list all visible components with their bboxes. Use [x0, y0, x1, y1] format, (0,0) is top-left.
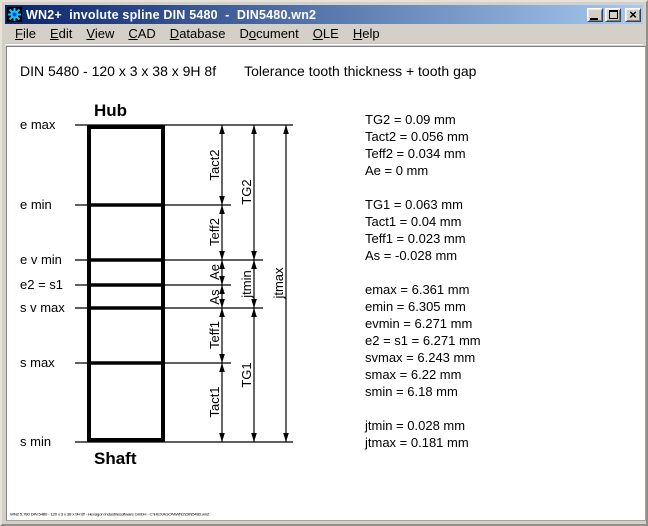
menu-item-document[interactable]: Document	[239, 26, 299, 41]
hub-label: Hub	[94, 101, 128, 120]
hub-tolerance-values	[365, 111, 481, 179]
value-line: Teff1 = 0.023 mm	[365, 231, 466, 246]
value-line: svmax = 6.243 mm	[365, 350, 476, 365]
close-icon: ×	[629, 7, 637, 22]
backlash-values	[365, 417, 481, 451]
menu-item-database[interactable]: Database	[169, 26, 226, 41]
size-values	[365, 281, 481, 400]
titlebar	[5, 5, 643, 24]
value-line: e2 = s1 = 6.271 mm	[365, 333, 481, 348]
value-line: Ae = 0 mm	[365, 163, 429, 178]
dim-label-tact2: Tact2	[207, 149, 222, 181]
maximize-button[interactable]	[605, 8, 621, 22]
dim-label-jtmin: jtmin	[239, 270, 254, 298]
dim-label-ae: Ae	[207, 264, 222, 280]
value-line: Tact2 = 0.056 mm	[365, 129, 469, 144]
spline-spec: DIN 5480 - 120 x 3 x 38 x 9H 8f	[20, 63, 217, 79]
spline-body-levels	[87, 205, 165, 363]
value-line: TG2 = 0.09 mm	[365, 112, 456, 127]
value-line: smax = 6.22 mm	[365, 367, 462, 382]
maximize-icon	[609, 10, 618, 19]
value-line: As = -0.028 mm	[365, 248, 458, 263]
row-label-smax: s max	[20, 355, 55, 370]
value-line: jtmax = 0.181 mm	[365, 435, 469, 450]
value-line: evmin = 6.271 mm	[365, 316, 473, 331]
value-line: jtmin = 0.028 mm	[365, 418, 466, 433]
window-title: WN2+ involute spline DIN 5480 - DIN5480.wn2	[26, 7, 317, 22]
dim-label-tact1: Tact1	[207, 386, 222, 418]
dim-label-teff2: Teff2	[207, 218, 222, 246]
menu-item-file[interactable]: File	[15, 26, 36, 41]
menu-item-ole[interactable]: OLE	[312, 26, 339, 41]
menu-item-cad[interactable]: CAD	[128, 26, 156, 41]
shaft-label: Shaft	[94, 449, 137, 468]
row-label-e2s1: e2 = s1	[20, 277, 64, 292]
window-controls	[587, 8, 641, 22]
diagram-title: Tolerance tooth thickness + tooth gap	[244, 63, 477, 79]
shaft-tolerance-values	[365, 196, 481, 264]
dim-label-as: As	[207, 289, 222, 305]
close-button[interactable]	[625, 8, 641, 22]
row-label-svmax: s v max	[20, 300, 65, 315]
value-line: TG1 = 0.063 mm	[365, 197, 463, 212]
dim-label-tg2: TG2	[239, 179, 254, 205]
menu-item-help[interactable]: Help	[352, 26, 380, 41]
menu-item-view[interactable]: View	[86, 26, 115, 41]
row-label-emin: e min	[20, 197, 52, 212]
tolerance-diagram	[10, 98, 342, 478]
dim-label-tg1: TG1	[239, 362, 254, 388]
menubar	[5, 24, 643, 45]
status-footer-text: WN2 5.780 DIN 5480 - 120 x 3 x 38 x 9H 8f - Hexagon Industriesoftware GmbH - C:\HEXAGON\WN2\DIN5480.wn2	[10, 513, 210, 517]
minimize-button[interactable]	[587, 8, 603, 22]
value-line: Teff2 = 0.034 mm	[365, 146, 466, 161]
row-label-emax: e max	[20, 117, 56, 132]
row-label-smin: s min	[20, 434, 52, 449]
minimize-icon	[590, 18, 598, 20]
menu-item-edit[interactable]: Edit	[49, 26, 73, 41]
dim-label-teff1: Teff1	[207, 321, 222, 349]
value-line: smin = 6.18 mm	[365, 384, 458, 399]
page-heading	[20, 63, 476, 79]
value-line: Tact1 = 0.04 mm	[365, 214, 462, 229]
app-icon	[7, 7, 22, 22]
document-area	[6, 46, 646, 521]
row-label-evmin: e v min	[20, 252, 62, 267]
dim-label-jtmax: jtmax	[271, 267, 286, 299]
value-line: emin = 6.305 mm	[365, 299, 466, 314]
values-panel	[365, 111, 481, 468]
value-line: emax = 6.361 mm	[365, 282, 470, 297]
